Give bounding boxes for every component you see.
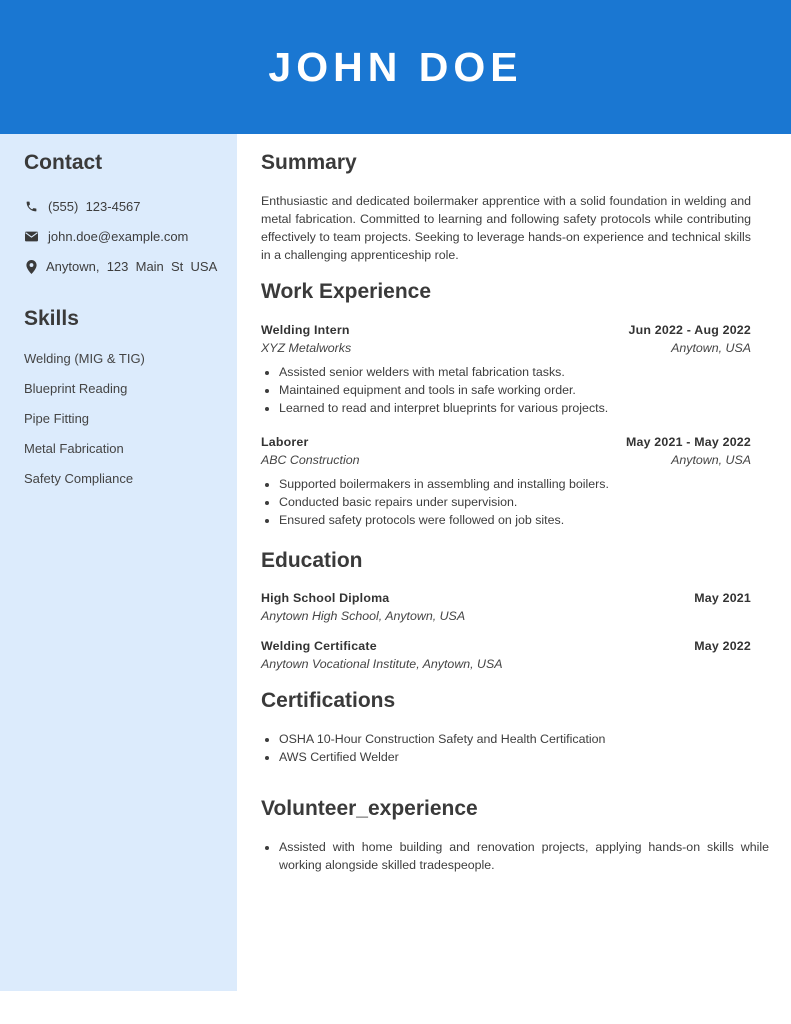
summary-text: Enthusiastic and dedicated boilermaker apprentice with a solid foundation in welding and metal fabrication. Committed to learning and following safety protocols while contributing effectively to team projects. Seeking to leverage hands-on experience and technical skills in a challenging apprenticeship role. xyxy=(261,194,751,262)
job-bullet: • Conducted basic repairs under supervision. xyxy=(279,493,769,511)
education-school xyxy=(261,657,751,671)
skills-heading: Skills xyxy=(24,307,79,330)
job-subheader xyxy=(261,341,751,355)
address-text: Anytown, 123 Main St USA xyxy=(46,259,218,274)
contact-phone xyxy=(24,199,141,214)
email-text: john.doe@example.com xyxy=(48,229,189,244)
job-header xyxy=(261,323,751,337)
volunteer-item: • Assisted with home building and renovation projects, applying hands-on skills while working alongside skilled tradespeople. xyxy=(279,838,769,874)
job-bullet: • Supported boilermakers in assembling and installing boilers. xyxy=(279,475,769,493)
contact-email xyxy=(24,229,188,244)
contact-address xyxy=(24,259,217,274)
skill-item: Metal Fabrication xyxy=(24,441,124,456)
job-bullets xyxy=(261,363,769,417)
job-dates: May 2021 - May 2022 xyxy=(625,435,751,449)
job-company: XYZ Metalworks xyxy=(261,341,352,355)
school-name: Anytown High School, Anytown, USA xyxy=(261,609,466,623)
resume-header xyxy=(0,0,791,134)
school-name: Anytown Vocational Institute, Anytown, USA xyxy=(261,657,503,671)
degree-date: May 2022 xyxy=(694,639,751,653)
phone-icon xyxy=(24,200,38,214)
work-heading: Work Experience xyxy=(261,280,432,303)
candidate-name: JOHN DOE xyxy=(268,43,523,90)
skill-item: Safety Compliance xyxy=(24,471,134,486)
job-location: Anytown, USA xyxy=(671,341,751,355)
degree-name: Welding Certificate xyxy=(261,639,377,653)
education-header xyxy=(261,639,751,653)
sidebar xyxy=(0,134,237,991)
degree-date: May 2021 xyxy=(694,591,751,605)
job-title: Welding Intern xyxy=(261,323,350,337)
education-school xyxy=(261,609,751,623)
summary-heading: Summary xyxy=(261,151,357,174)
job-header xyxy=(261,435,751,449)
job-bullet: • Ensured safety protocols were followed on job sites. xyxy=(279,511,769,529)
skill-item: Welding (MIG & TIG) xyxy=(24,351,145,366)
job-subheader xyxy=(261,453,751,467)
contact-heading: Contact xyxy=(24,151,103,174)
job-bullet: • Maintained equipment and tools in safe working order. xyxy=(279,381,769,399)
volunteer-list xyxy=(261,838,769,874)
certifications-heading: Certifications xyxy=(261,689,396,712)
job-dates: Jun 2022 - Aug 2022 xyxy=(628,323,751,337)
degree-name: High School Diploma xyxy=(261,591,390,605)
skill-item: Pipe Fitting xyxy=(24,411,90,426)
education-heading: Education xyxy=(261,549,363,572)
job-title: Laborer xyxy=(261,435,309,449)
job-bullet: • Assisted senior welders with metal fabrication tasks. xyxy=(279,363,769,381)
phone-text: (555) 123-4567 xyxy=(48,199,141,214)
volunteer-heading: Volunteer_experience xyxy=(261,797,478,820)
job-location: Anytown, USA xyxy=(671,453,751,467)
skill-item: Blueprint Reading xyxy=(24,381,128,396)
certification-item: • AWS Certified Welder xyxy=(279,748,769,766)
job-bullets xyxy=(261,475,769,529)
certifications-list xyxy=(261,730,769,766)
education-header xyxy=(261,591,751,605)
certification-item: • OSHA 10-Hour Construction Safety and Health Certification xyxy=(279,730,769,748)
map-pin-icon xyxy=(24,260,38,274)
job-bullet: • Learned to read and interpret blueprints for various projects. xyxy=(279,399,769,417)
envelope-icon xyxy=(24,230,38,244)
job-company: ABC Construction xyxy=(261,453,360,467)
